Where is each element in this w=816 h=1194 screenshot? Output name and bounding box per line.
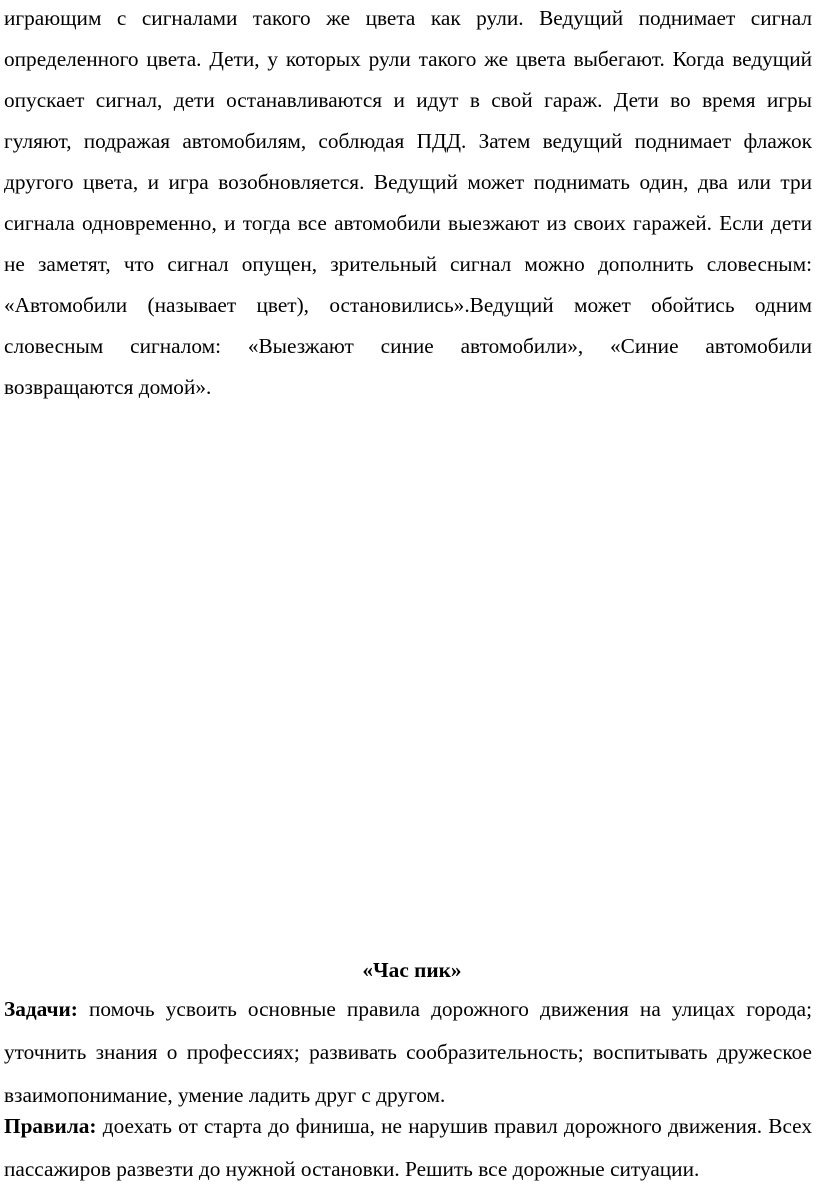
rules-text: доехать от старта до финиша, не нарушив правил дорожного движения. Всех пассажиров развезти до нужной остановки. Решить все дорожные ситуации. xyxy=(4,1114,812,1181)
section-title: «Час пик» xyxy=(362,958,462,982)
rules-paragraph xyxy=(4,1105,812,1191)
intro-paragraph: играющим с сигналами такого же цвета как рули. Ведущий поднимает сигнал определенного цвета. Дети, у которых рули такого же цвета выбегают. Когда ведущий опускает сигнал, дети останавливаются и идут в свой гараж. Дети во время игры гуляют, подражая автомобилям, соблюдая ПДД. Затем ведущий поднимает флажок другого цвета, и игра возобновляется. Ведущий может поднимать один, два или три сигнала одновременно, и тогда все автомобили выезжают из своих гаражей. Если дети не заметят, что сигнал опущен, зрительный сигнал можно дополнить словесным: «Автомобили (называет цвет), остановились».Ведущий может обойтись одним словесным сигналом: «Выезжают синие автомобили», «Синие автомобили возвращаются домой». xyxy=(4,6,812,399)
tasks-paragraph xyxy=(4,988,812,1117)
rules-label: Правила: xyxy=(4,1114,97,1138)
tasks-label: Задачи: xyxy=(4,997,78,1021)
tasks-text: помочь усвоить основные правила дорожного движения на улицах города; уточнить знания о профессиях; развивать сообразительность; воспитывать дружеское взаимопонимание, умение ладить друг с другом. xyxy=(4,997,812,1107)
section-heading xyxy=(0,952,816,988)
